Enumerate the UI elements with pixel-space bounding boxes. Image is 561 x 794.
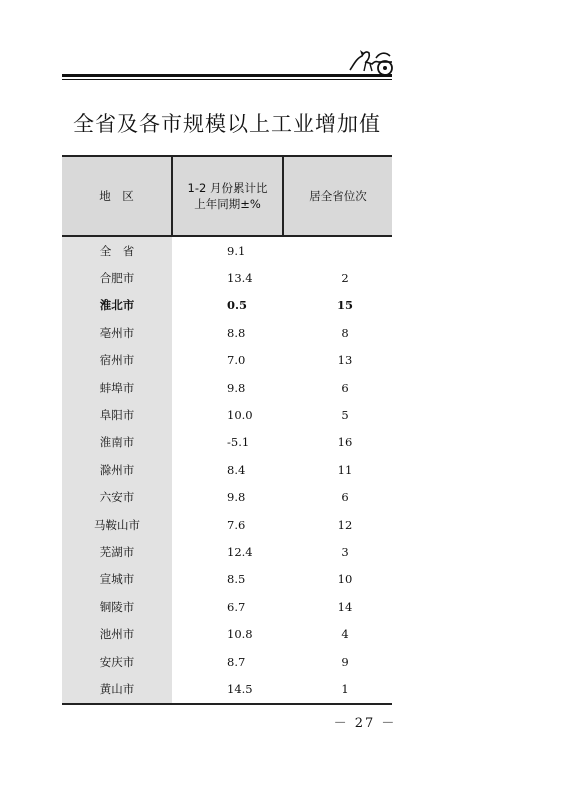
rank-cell: 8	[341, 325, 349, 340]
rank-cell: 16	[337, 435, 353, 450]
growth-cell: 14.5	[227, 681, 253, 696]
table-row	[62, 264, 392, 291]
growth-cell: 10.8	[227, 627, 253, 642]
growth-cell: 7.0	[227, 353, 246, 368]
growth-cell: 12.4	[227, 544, 253, 559]
growth-cell: 8.8	[227, 325, 246, 340]
rank-cell: 13	[337, 353, 353, 368]
region-cell: 淮南市	[99, 435, 135, 450]
table-body	[62, 237, 392, 705]
table-row	[62, 511, 392, 538]
rank-cell: 6	[341, 490, 349, 505]
growth-cell: 8.7	[227, 654, 246, 669]
rank-cell: 4	[341, 627, 349, 642]
rank-cell: 1	[341, 681, 349, 696]
growth-cell: 10.0	[227, 408, 253, 423]
region-cell: 淮北市	[99, 298, 135, 313]
region-cell: 宣城市	[99, 572, 135, 587]
growth-cell: 0.5	[227, 298, 248, 313]
rank-cell: 9	[341, 654, 349, 669]
region-cell: 全 省	[99, 243, 135, 258]
table-row	[62, 319, 392, 346]
rank-cell: 5	[341, 408, 349, 423]
header-growth	[173, 157, 284, 235]
header-rank: 居全省位次	[309, 189, 367, 203]
table-row	[62, 593, 392, 620]
table-row	[62, 292, 392, 319]
growth-cell: 9.8	[227, 380, 246, 395]
growth-cell: 8.4	[227, 462, 246, 477]
region-cell: 滁州市	[99, 462, 135, 477]
growth-cell: 13.4	[227, 271, 253, 286]
page-title: 全省及各市规模以上工业增加值	[73, 112, 381, 136]
header-growth-line2: 上年同期±%	[194, 197, 261, 211]
rank-cell: 14	[337, 599, 353, 614]
growth-cell: 8.5	[227, 572, 246, 587]
table-row	[62, 456, 392, 483]
table-row	[62, 429, 392, 456]
growth-cell: -5.1	[227, 435, 250, 450]
table-row	[62, 538, 392, 565]
region-cell: 蚌埠市	[99, 380, 135, 395]
rank-cell: 3	[341, 544, 349, 559]
growth-cell: 7.6	[227, 517, 246, 532]
region-cell: 池州市	[99, 627, 135, 642]
header-rule	[62, 74, 392, 77]
page-number: － 27 －	[333, 716, 397, 731]
rank-cell: 10	[337, 572, 353, 587]
table-row	[62, 237, 392, 264]
table-row	[62, 374, 392, 401]
rank-cell: 11	[337, 462, 353, 477]
region-cell: 宿州市	[99, 353, 135, 368]
rank-cell: 15	[336, 298, 353, 313]
header-region: 地 区	[62, 157, 173, 235]
region-cell: 芜湖市	[99, 544, 135, 559]
table-row	[62, 401, 392, 428]
table-row	[62, 648, 392, 675]
region-cell: 六安市	[99, 490, 135, 505]
rank-cell: 12	[337, 517, 353, 532]
region-cell: 阜阳市	[99, 408, 135, 423]
region-cell: 合肥市	[99, 271, 135, 286]
table-row	[62, 484, 392, 511]
growth-cell: 9.1	[227, 243, 246, 258]
region-cell: 马鞍山市	[94, 517, 140, 532]
table-header	[62, 155, 392, 237]
growth-cell: 9.8	[227, 490, 246, 505]
table-row	[62, 675, 392, 702]
region-cell: 铜陵市	[99, 599, 135, 614]
region-cell: 亳州市	[99, 325, 135, 340]
rank-cell: 6	[341, 380, 349, 395]
header-rule-thin	[62, 79, 392, 80]
header-growth-line1: 1-2 月份累计比	[187, 181, 268, 195]
table-row	[62, 566, 392, 593]
table-row	[62, 620, 392, 647]
horse-carriage-icon	[348, 44, 394, 78]
region-cell: 安庆市	[99, 654, 135, 669]
data-table	[62, 155, 392, 705]
rank-cell: 2	[341, 271, 349, 286]
table-row	[62, 347, 392, 374]
growth-cell: 6.7	[227, 599, 246, 614]
region-cell: 黄山市	[99, 681, 135, 696]
